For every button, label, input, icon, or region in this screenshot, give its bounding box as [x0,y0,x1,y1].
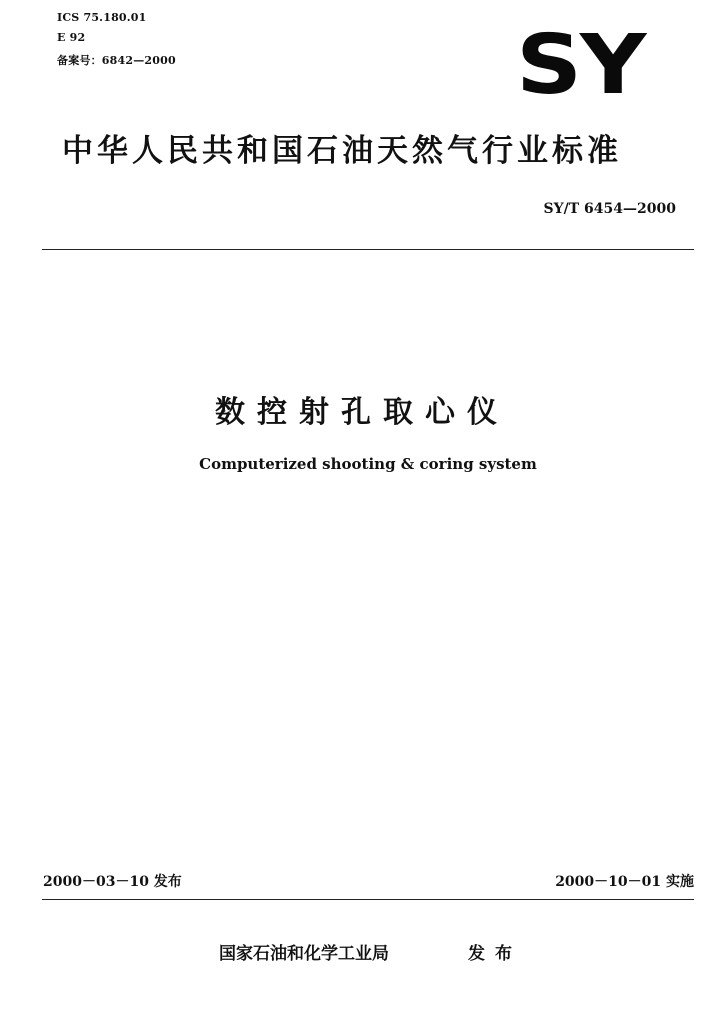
document-title-english: Computerized shooting & coring system [199,455,537,473]
industry-standard-title: 中华人民共和国石油天然气行业标准 [62,133,622,169]
publisher-name: 国家石油和化学工业局 [219,944,389,964]
registration-number: 备案号：6842—2000 [57,54,176,67]
standard-number: SY/T 6454—2000 [543,201,676,217]
top-divider [42,249,694,250]
sy-logo: SY [516,18,645,113]
document-title-chinese: 数控射孔取心仪 [215,395,509,430]
issue-date: 2000－03－10 发布 [43,874,182,890]
effective-date: 2000－10－01 实施 [555,874,694,890]
ics-code: ICS 75.180.01 [57,11,147,24]
bottom-divider [42,899,694,900]
classification-code: E 92 [57,31,86,44]
publish-label: 发布 [468,944,522,964]
